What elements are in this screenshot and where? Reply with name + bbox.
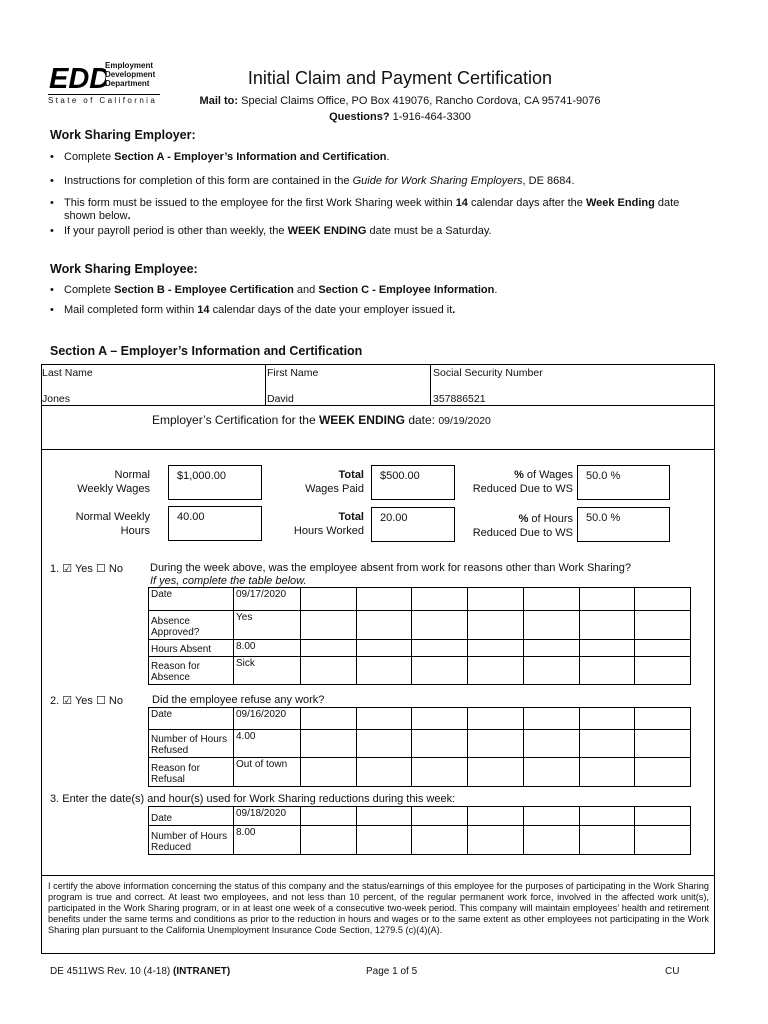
text-bold: Week Ending <box>585 197 655 209</box>
empty-cell[interactable] <box>635 588 691 611</box>
text-bold: (INTRANET) <box>173 966 231 977</box>
empty-cell[interactable] <box>579 657 635 685</box>
q1-no-checkbox[interactable]: ☐ No <box>95 563 123 575</box>
ssn-label: Social Security Number <box>433 367 543 379</box>
empty-cell[interactable] <box>412 730 468 758</box>
empty-cell[interactable] <box>412 758 468 787</box>
empty-cell[interactable] <box>579 758 635 787</box>
table-row <box>149 611 691 640</box>
text-bold: Section A - Employer’s Information and Certification <box>114 151 387 163</box>
text-bold: WEEK ENDING <box>287 225 367 237</box>
row-label: Reason for Refusal <box>149 758 234 787</box>
empty-cell[interactable] <box>579 588 635 611</box>
q1-instruction: If yes, complete the table below. <box>150 575 307 587</box>
divider <box>41 449 715 450</box>
empty-cell[interactable] <box>579 611 635 640</box>
empty-cell[interactable] <box>635 708 691 730</box>
text-bold: Total <box>338 469 364 481</box>
cell-value[interactable]: 09/18/2020 <box>234 807 301 826</box>
q3-question: 3. Enter the date(s) and hour(s) used for Work Sharing reductions during this week: <box>50 793 456 805</box>
text-bold: % <box>518 513 529 525</box>
empty-cell[interactable] <box>635 657 691 685</box>
text: Weekly Wages <box>77 483 150 495</box>
empty-cell[interactable] <box>523 807 579 826</box>
empty-cell[interactable] <box>579 826 635 855</box>
empty-cell[interactable] <box>579 708 635 730</box>
form-id <box>50 966 230 977</box>
table-row <box>149 758 691 787</box>
empty-cell[interactable] <box>412 588 468 611</box>
row-label: Number of Hours Refused <box>149 730 234 758</box>
empty-cell[interactable] <box>356 758 412 787</box>
empty-cell[interactable] <box>635 640 691 657</box>
text: date <box>654 197 680 209</box>
logo-line: Development <box>105 70 156 79</box>
cell-value[interactable]: Yes <box>234 611 301 640</box>
employer-heading: Work Sharing Employer: <box>50 128 196 142</box>
text: This form must be issued to the employee for the first Work Sharing week within <box>64 197 456 209</box>
questions-label: Questions? <box>329 111 390 123</box>
empty-cell[interactable] <box>356 807 412 826</box>
empty-cell[interactable] <box>412 640 468 657</box>
empty-cell[interactable] <box>412 611 468 640</box>
form-title: Initial Claim and Payment Certification <box>247 68 553 88</box>
cell-value[interactable]: 09/17/2020 <box>234 588 301 611</box>
text: Normal <box>114 469 150 481</box>
text-bold: 14 <box>455 197 468 209</box>
row-label: Date <box>149 708 234 730</box>
q2-answer <box>50 694 123 707</box>
text: Normal Weekly <box>75 511 150 523</box>
bullet: • <box>50 197 54 209</box>
text-bold: Section B - Employee Certification <box>114 284 294 296</box>
bullet: • <box>50 304 54 316</box>
q1-yes-checkbox[interactable]: ☑ Yes <box>62 563 93 575</box>
cell-value[interactable]: Sick <box>234 657 301 685</box>
empty-cell[interactable] <box>356 826 412 855</box>
empty-cell[interactable] <box>468 826 524 855</box>
empty-cell[interactable] <box>523 708 579 730</box>
table-row <box>149 730 691 758</box>
text: DE 4511WS Rev. 10 (4-18) <box>50 966 174 977</box>
text: . <box>494 284 498 296</box>
empty-cell[interactable] <box>301 640 357 657</box>
divider <box>265 364 266 406</box>
text: and <box>293 284 319 296</box>
pct-wages-label <box>460 468 573 496</box>
text: Reduced Due to WS <box>472 527 573 539</box>
logo-state: State of California <box>48 94 160 105</box>
page-number: Page 1 of 5 <box>366 966 418 977</box>
empty-cell[interactable] <box>579 640 635 657</box>
row-label: Number of Hours Reduced <box>149 826 234 855</box>
empty-cell[interactable] <box>635 807 691 826</box>
q2-no-checkbox[interactable]: ☐ No <box>95 695 123 707</box>
text: , DE 8684. <box>522 175 575 187</box>
cell-value[interactable]: 8.00 <box>234 826 301 855</box>
text: If your payroll period is other than weekly, the <box>64 225 288 237</box>
row-label: Absence Approved? <box>149 611 234 640</box>
total-hours-label <box>270 510 364 538</box>
text: Complete <box>64 151 115 163</box>
bullet-text <box>64 151 390 164</box>
empty-cell[interactable] <box>412 657 468 685</box>
empty-cell[interactable] <box>468 611 524 640</box>
empty-cell[interactable] <box>301 826 357 855</box>
row-label: Date <box>149 588 234 611</box>
empty-cell[interactable] <box>301 657 357 685</box>
text: of Hours <box>528 513 573 525</box>
empty-cell[interactable] <box>468 758 524 787</box>
bullet-text <box>64 284 497 297</box>
edd-logo <box>48 61 106 93</box>
mail-to <box>150 95 650 107</box>
text: Complete <box>64 284 115 296</box>
bullet-text <box>64 197 744 223</box>
questions-line <box>200 111 600 123</box>
cell-value[interactable]: 09/16/2020 <box>234 708 301 730</box>
q1-table <box>148 587 691 685</box>
table-row <box>149 826 691 855</box>
bullet-text <box>64 225 492 238</box>
mail-to-label: Mail to: <box>199 95 239 107</box>
empty-cell[interactable] <box>412 826 468 855</box>
empty-cell[interactable] <box>301 611 357 640</box>
pct-hours-field[interactable]: 50.0 % <box>577 507 670 542</box>
total-wages-field[interactable]: $500.00 <box>371 465 455 500</box>
section-a-heading: Section A – Employer’s Information and Certification <box>50 344 363 358</box>
first-name-label: First Name <box>267 367 319 379</box>
empty-cell[interactable] <box>356 730 412 758</box>
empty-cell[interactable] <box>468 640 524 657</box>
form-code: CU <box>665 966 680 977</box>
empty-cell[interactable] <box>468 708 524 730</box>
empty-cell[interactable] <box>356 708 412 730</box>
q2-question: Did the employee refuse any work? <box>152 694 325 706</box>
row-label: Reason for Absence <box>149 657 234 685</box>
text: Hours Worked <box>293 525 364 537</box>
last-name-label: Last Name <box>42 367 93 379</box>
cell-value[interactable]: 4.00 <box>234 730 301 758</box>
normal-wages-field[interactable]: $1,000.00 <box>168 465 262 500</box>
q2-table <box>148 707 691 787</box>
bullet-text <box>64 175 575 188</box>
empty-cell[interactable] <box>635 730 691 758</box>
last-name-value: Jones <box>42 393 71 405</box>
empty-cell[interactable] <box>579 807 635 826</box>
empty-cell[interactable] <box>635 758 691 787</box>
name-row <box>41 364 715 406</box>
empty-cell[interactable] <box>468 588 524 611</box>
pct-wages-field[interactable]: 50.0 % <box>577 465 670 500</box>
text-bold: . <box>127 210 131 222</box>
text-italic: Guide for Work Sharing Employers <box>352 175 523 187</box>
logo-text: EDD <box>49 63 106 93</box>
bullet-text <box>64 304 455 317</box>
pct-hours-label <box>460 512 573 540</box>
cell-value[interactable]: Out of town <box>234 758 301 787</box>
empty-cell[interactable] <box>523 657 579 685</box>
empty-cell[interactable] <box>301 708 357 730</box>
table-row <box>149 588 691 611</box>
text: shown below <box>64 210 128 222</box>
empty-cell[interactable] <box>523 640 579 657</box>
total-hours-field[interactable]: 20.00 <box>371 507 455 542</box>
empty-cell[interactable] <box>635 611 691 640</box>
q2-number: 2. <box>50 695 60 707</box>
empty-cell[interactable] <box>301 588 357 611</box>
text: Hours <box>120 525 150 537</box>
text: date must be a Saturday. <box>366 225 492 237</box>
certification-statement: I certify the above information concerning the status of this company and the status/earnings of this employee for the purposes of participating in the Work Sharing program is true and correct. At least two employees, and not less than 10 percent, of the regular permanent work force, involved in the affected work unit(s), participated in the Work Sharing program, or in at least one week of a consecutive two-week period. This company will maintain employees’ health and retirement benefits under the same terms and conditions as prior to the reduction in hours and wages or to the same extent as other employees not participating in the Work Sharing plan pursuant to the California Unemployment Insurance Code Section, 1279.5 (c)(4)(A). <box>41 875 715 954</box>
q1-answer <box>50 562 123 575</box>
ssn-value: 357886521 <box>433 393 486 405</box>
q3-table <box>148 806 691 855</box>
text-bold: Total <box>338 511 364 523</box>
text: Instructions for completion of this form are contained in the <box>64 175 353 187</box>
empty-cell[interactable] <box>523 611 579 640</box>
empty-cell[interactable] <box>356 611 412 640</box>
week-ending-cert <box>152 413 491 427</box>
text-bold: WEEK ENDING <box>318 413 405 427</box>
table-row <box>149 657 691 685</box>
empty-cell[interactable] <box>468 657 524 685</box>
empty-cell[interactable] <box>301 758 357 787</box>
text-bold: % <box>514 469 524 481</box>
bullet: • <box>50 151 54 163</box>
text: Wages Paid <box>305 483 364 495</box>
table-row <box>149 640 691 657</box>
text: Mail completed form within <box>64 304 198 316</box>
text: of Wages <box>523 469 573 481</box>
empty-cell[interactable] <box>301 807 357 826</box>
empty-cell[interactable] <box>523 730 579 758</box>
employee-heading: Work Sharing Employee: <box>50 262 198 276</box>
empty-cell[interactable] <box>523 588 579 611</box>
empty-cell[interactable] <box>301 730 357 758</box>
empty-cell[interactable] <box>356 657 412 685</box>
text: Reduced Due to WS <box>472 483 573 495</box>
empty-cell[interactable] <box>523 826 579 855</box>
table-row <box>149 807 691 826</box>
normal-hours-label <box>50 510 150 538</box>
empty-cell[interactable] <box>523 758 579 787</box>
bullet: • <box>50 284 54 296</box>
text-bold: Section C - Employee Information <box>318 284 495 296</box>
empty-cell[interactable] <box>412 807 468 826</box>
normal-hours-field[interactable]: 40.00 <box>168 506 262 541</box>
text-bold: 14 <box>197 304 210 316</box>
empty-cell[interactable] <box>579 730 635 758</box>
mail-to-address: Special Claims Office, PO Box 419076, Rancho Cordova, CA 95741-9076 <box>241 95 601 107</box>
logo-line: Department <box>105 79 150 88</box>
q1-question: During the week above, was the employee absent from work for reasons other than Work Sharing? <box>150 562 631 574</box>
empty-cell[interactable] <box>356 588 412 611</box>
row-label: Hours Absent <box>149 640 234 657</box>
week-ending-date: 09/19/2020 <box>438 415 491 427</box>
text: date: <box>404 413 439 427</box>
logo-department-name <box>105 61 155 88</box>
bullet: • <box>50 225 54 237</box>
text: . <box>386 151 390 163</box>
bullet: • <box>50 175 54 187</box>
total-wages-label <box>270 468 364 496</box>
logo-line: Employment <box>105 61 154 70</box>
q2-yes-checkbox[interactable]: ☑ Yes <box>62 695 93 707</box>
empty-cell[interactable] <box>635 826 691 855</box>
row-label: Date <box>149 807 234 826</box>
empty-cell[interactable] <box>468 807 524 826</box>
empty-cell[interactable] <box>468 730 524 758</box>
text: calendar days of the date your employer issued it <box>209 304 453 316</box>
first-name-value: David <box>267 393 294 405</box>
table-row <box>149 708 691 730</box>
q1-number: 1. <box>50 563 60 575</box>
divider <box>430 364 431 406</box>
text: calendar days after the <box>467 197 586 209</box>
normal-wages-label <box>60 468 150 496</box>
text-bold: . <box>452 304 456 316</box>
questions-phone: 1-916-464-3300 <box>392 111 471 123</box>
empty-cell[interactable] <box>412 708 468 730</box>
text: Employer’s Certification for the <box>152 413 319 427</box>
cell-value[interactable]: 8.00 <box>234 640 301 657</box>
empty-cell[interactable] <box>356 640 412 657</box>
